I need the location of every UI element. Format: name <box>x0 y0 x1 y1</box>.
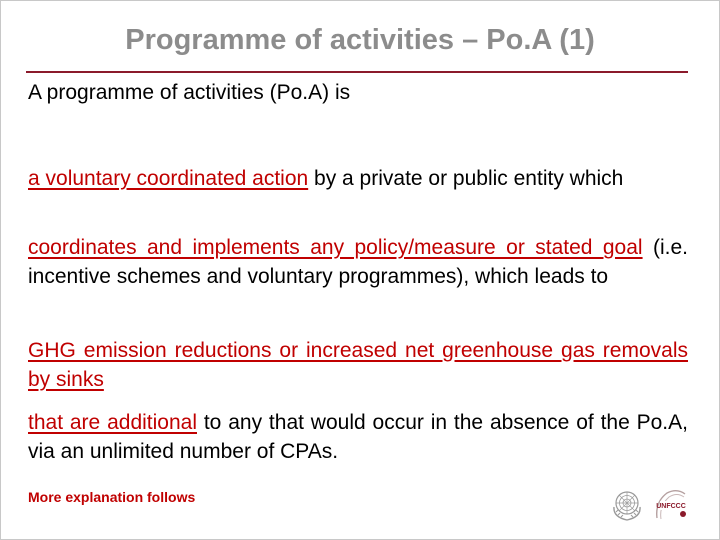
additional-rest: to any that would occur in the absence of the Po.A, via an unlimited number of CPAs. <box>28 411 688 463</box>
definition-rest: by a private or public entity which <box>308 167 624 190</box>
paragraph-definition <box>28 164 688 193</box>
slide-title: Programme of activities – Po.A (1) <box>125 24 595 56</box>
svg-text:UNFCCC: UNFCCC <box>656 503 686 510</box>
definition-highlight: a voluntary coordinated action <box>28 167 309 190</box>
paragraph-ghg <box>28 336 688 394</box>
intro-text: A programme of activities (Po.A) is <box>28 81 351 104</box>
title-divider <box>26 71 688 73</box>
ghg-highlight: GHG emission reductions or increased net greenhouse gas removals by sinks <box>28 339 688 391</box>
paragraph-coordinates <box>28 233 688 291</box>
un-emblem-icon <box>609 487 645 523</box>
more-explanation-note: More explanation follows <box>28 489 196 505</box>
paragraph-additional <box>28 408 688 466</box>
coordinates-highlight: coordinates and implements any policy/measure or stated goal <box>28 236 643 259</box>
additional-highlight: that are additional <box>28 411 197 434</box>
unfccc-logo-icon <box>653 488 689 522</box>
coordinates-rest: (i.e. incentive schemes and voluntary programmes), which leads to <box>28 236 689 288</box>
